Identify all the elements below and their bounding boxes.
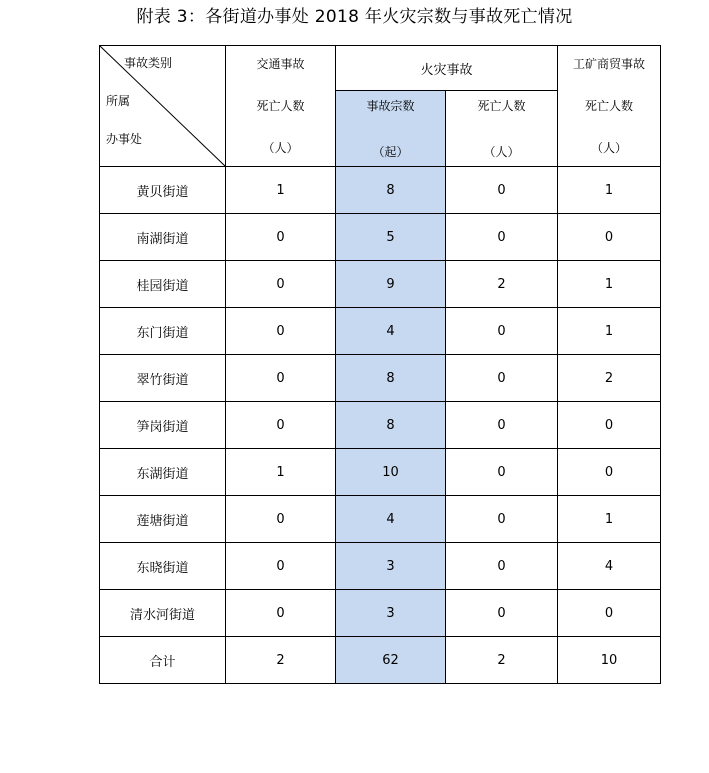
district-name-cell: 东门街道 <box>100 308 226 355</box>
table-row <box>100 449 661 496</box>
table-row <box>100 543 661 590</box>
industrial-deaths-cell: 1 <box>558 167 661 214</box>
corner-office-label: 办事处 <box>106 132 143 146</box>
table-row <box>100 496 661 543</box>
fire-deaths-cell: 0 <box>446 308 558 355</box>
page-title: 附表 3：各街道办事处 2018 年火灾宗数与事故死亡情况 <box>136 7 573 27</box>
fire-deaths-cell: 0 <box>446 167 558 214</box>
fire-count-header-line2: （起） <box>372 144 409 159</box>
fire-deaths-header-line1: 死亡人数 <box>477 98 526 113</box>
traffic-deaths-cell: 0 <box>226 590 336 637</box>
traffic-deaths-cell: 1 <box>226 449 336 496</box>
traffic-deaths-cell: 0 <box>226 261 336 308</box>
fire-count-cell: 4 <box>336 308 446 355</box>
industrial-deaths-cell: 0 <box>558 449 661 496</box>
table-row <box>100 167 661 214</box>
traffic-header-line1: 交通事故 <box>256 57 305 71</box>
fire-count-header-line1: 事故宗数 <box>366 98 415 113</box>
fire-deaths-cell: 0 <box>446 214 558 261</box>
district-name-cell: 清水河街道 <box>100 590 226 637</box>
industrial-deaths-cell: 0 <box>558 402 661 449</box>
table-row <box>100 308 661 355</box>
traffic-deaths-cell: 0 <box>226 543 336 590</box>
fire-deaths-cell: 2 <box>446 261 558 308</box>
fire-count-cell: 8 <box>336 355 446 402</box>
fire-deaths-header-line2: （人） <box>483 144 520 159</box>
traffic-header-cell <box>226 46 336 167</box>
fire-count-header-cell <box>336 91 446 167</box>
traffic-deaths-cell: 0 <box>226 214 336 261</box>
industrial-deaths-cell: 1 <box>558 261 661 308</box>
fire-deaths-cell: 2 <box>446 637 558 684</box>
table-row <box>100 402 661 449</box>
fire-count-cell: 5 <box>336 214 446 261</box>
fire-deaths-cell: 0 <box>446 590 558 637</box>
fire-group-header: 火灾事故 <box>336 46 558 91</box>
district-name-cell: 东晓街道 <box>100 543 226 590</box>
industrial-deaths-cell: 0 <box>558 590 661 637</box>
fire-deaths-cell: 0 <box>446 402 558 449</box>
industrial-header-cell <box>558 46 661 167</box>
traffic-deaths-cell: 0 <box>226 355 336 402</box>
fire-count-cell: 3 <box>336 590 446 637</box>
district-name-cell: 翠竹街道 <box>100 355 226 402</box>
table-row <box>100 261 661 308</box>
fire-deaths-cell: 0 <box>446 355 558 402</box>
fire-count-cell: 3 <box>336 543 446 590</box>
fire-count-cell: 4 <box>336 496 446 543</box>
industrial-deaths-cell: 4 <box>558 543 661 590</box>
fire-deaths-cell: 0 <box>446 543 558 590</box>
district-name-cell: 合计 <box>100 637 226 684</box>
industrial-header-line2: 死亡人数 <box>585 99 634 113</box>
traffic-deaths-cell: 2 <box>226 637 336 684</box>
district-name-cell: 笋岗街道 <box>100 402 226 449</box>
industrial-deaths-cell: 10 <box>558 637 661 684</box>
table-row <box>100 637 661 684</box>
district-name-cell: 莲塘街道 <box>100 496 226 543</box>
traffic-deaths-cell: 0 <box>226 308 336 355</box>
traffic-header-line3: （人） <box>262 141 299 155</box>
industrial-header-line1: 工矿商贸事故 <box>573 57 646 71</box>
corner-header-cell <box>100 46 226 167</box>
fire-count-cell: 10 <box>336 449 446 496</box>
fire-deaths-cell: 0 <box>446 496 558 543</box>
fire-count-cell: 62 <box>336 637 446 684</box>
industrial-deaths-cell: 2 <box>558 355 661 402</box>
table-row <box>100 355 661 402</box>
traffic-header-line2: 死亡人数 <box>256 99 305 113</box>
fire-count-cell: 9 <box>336 261 446 308</box>
accident-stats-table <box>99 45 661 684</box>
fire-count-cell: 8 <box>336 402 446 449</box>
fire-deaths-cell: 0 <box>446 449 558 496</box>
industrial-deaths-cell: 0 <box>558 214 661 261</box>
district-name-cell: 南湖街道 <box>100 214 226 261</box>
industrial-deaths-cell: 1 <box>558 308 661 355</box>
table-row <box>100 214 661 261</box>
fire-deaths-header-cell <box>446 91 558 167</box>
table-row <box>100 590 661 637</box>
corner-category-label: 事故类别 <box>124 56 173 70</box>
district-name-cell: 黄贝街道 <box>100 167 226 214</box>
fire-count-cell: 8 <box>336 167 446 214</box>
industrial-header-line3: （人） <box>591 141 628 155</box>
traffic-deaths-cell: 1 <box>226 167 336 214</box>
district-name-cell: 桂园街道 <box>100 261 226 308</box>
traffic-deaths-cell: 0 <box>226 402 336 449</box>
corner-belong-label: 所属 <box>106 94 131 108</box>
district-name-cell: 东湖街道 <box>100 449 226 496</box>
traffic-deaths-cell: 0 <box>226 496 336 543</box>
industrial-deaths-cell: 1 <box>558 496 661 543</box>
